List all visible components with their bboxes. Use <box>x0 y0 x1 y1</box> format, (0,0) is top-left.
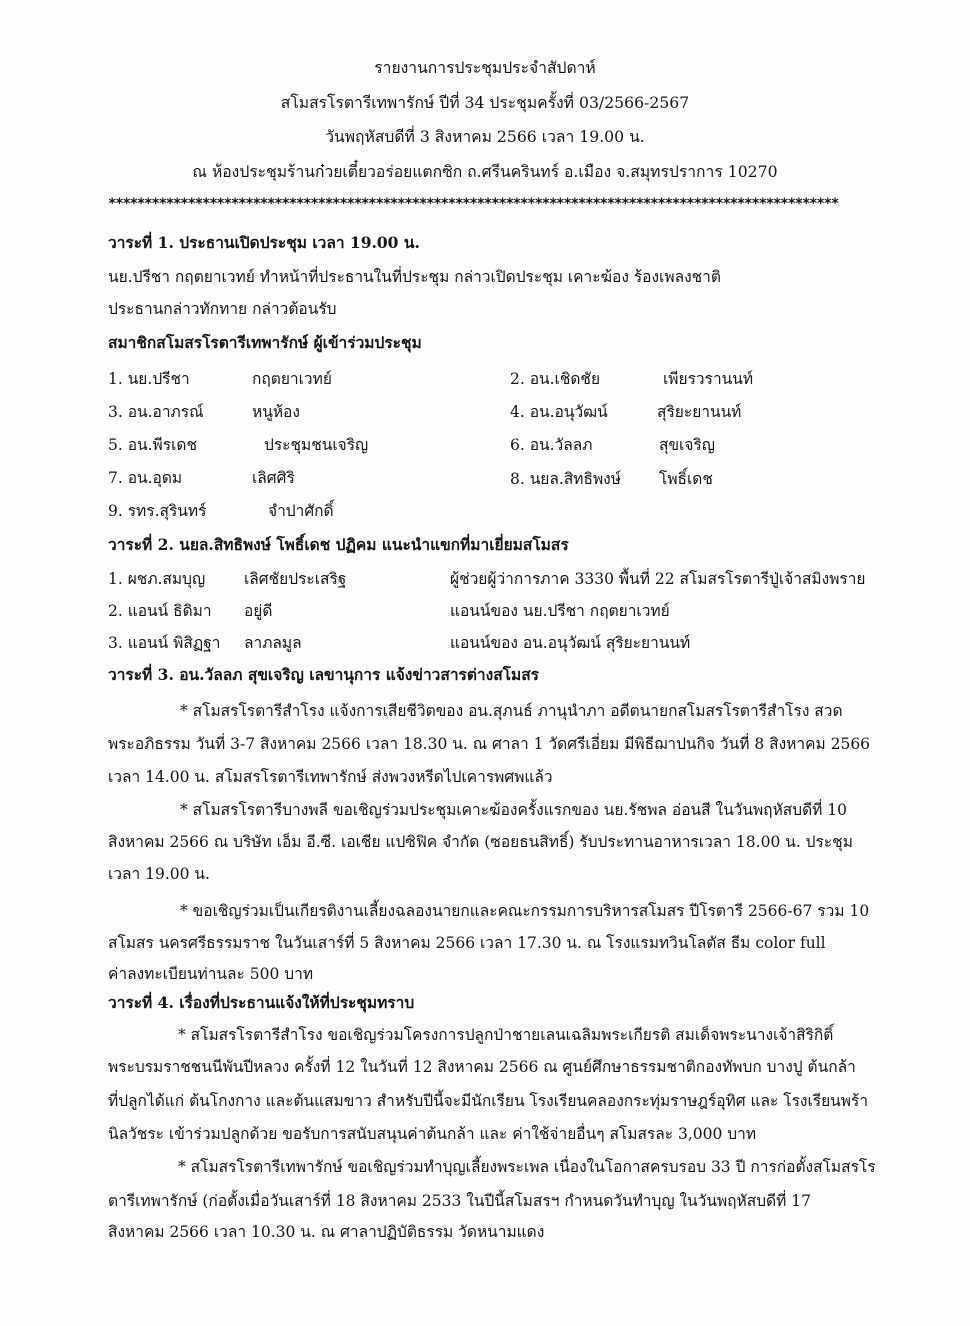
member-surname: ประชุมชนเจริญ <box>264 436 369 454</box>
divider-stars: ***************************************************************************************************** <box>108 196 839 212</box>
member-surname: จำปาศักดิ์ <box>268 502 334 520</box>
agenda3-p1-line2: พระอภิธรรม วันที่ 3-7 สิงหาคม 2566 เวลา 18.30 น. ณ ศาลา 1 วัดศรีเอี่ยม มีพิธีฌาปนกิจ วันที่ 8 สิงหาคม 2566 <box>108 735 871 753</box>
agenda3-p2-line1: * สโมสรโรตารีบางพลี ขอเชิญร่วมประชุมเคาะฆ้องครั้งแรกของ นย.รัชพล อ่อนสี ในวันพฤหัสบดีที่ 10 <box>180 801 848 819</box>
agenda4-p1-line2: พระบรมราชชนนีพันปีหลวง ครั้งที่ 12 ในวันที่ 12 สิงหาคม 2566 ณ ศูนย์ศึกษาธรรมชาติกองทัพบก บางปู ต้นกล้า <box>108 1058 856 1076</box>
guest-surname: เลิศชัยประเสริฐ <box>244 570 347 588</box>
guest-name: 2. แอนน์ ธิดิมา <box>108 602 212 620</box>
agenda3-p1-line1: * สโมสรโรตารีสำโรง แจ้งการเสียชีวิตของ อน.สุภนธ์ ภานุนำภา อดีตนายกสโมสรโรตารีสำโรง สวด <box>180 702 843 720</box>
guest-name: 1. ผชภ.สมบุญ <box>108 570 206 588</box>
member-surname: เพียรวรานนท์ <box>663 370 754 388</box>
member-surname: เลิศศิริ <box>252 469 295 487</box>
member-surname: สุริยะยานนท์ <box>657 403 742 421</box>
member-surname: สุขเจริญ <box>659 436 715 454</box>
agenda1-title: วาระที่ 1. ประธานเปิดประชุม เวลา 19.00 น. <box>108 233 420 252</box>
agenda2-title: วาระที่ 2. นยล.สิทธิพงษ์ โพธิ์เดช ปฏิคม แนะนำแขกที่มาเยี่ยมสโมสร <box>108 535 569 554</box>
member-name: 8. นยล.สิทธิพงษ์ <box>510 470 621 488</box>
agenda3-p3-line2: สโมสร นครศรีธรรมราช ในวันเสาร์ที่ 5 สิงหาคม 2566 เวลา 17.30 น. ณ โรงแรมทวินโลตัส ธีม color full <box>108 934 826 952</box>
member-name: 2. อน.เชิดชัย <box>510 370 601 388</box>
agenda1-line1: นย.ปรีชา กฤตยาเวทย์ ทำหน้าที่ประธานในที่ประชุม กล่าวเปิดประชุม เคาะฆ้อง ร้องเพลงชาติ <box>108 268 721 286</box>
agenda4-p1-line3: ที่ปลูกได้แก่ ต้นโกงกาง และต้นแสมขาว สำหรับปีนี้จะมีนักเรียน โรงเรียนคลองกระทุ่มราษฎร์อุทิศ และ โรงเรียนพร้า <box>108 1092 869 1110</box>
meeting-venue-line: ณ ห้องประชุมร้านก๋วยเตี๋ยวอร่อยแตกซิก ถ.ศรีนครินทร์ อ.เมือง จ.สมุทรปราการ 10270 <box>192 162 778 181</box>
member-surname: กฤตยาเวทย์ <box>252 370 332 388</box>
guest-role: ผู้ช่วยผู้ว่าการภาค 3330 พื้นที่ 22 สโมสรโรตารีปู่เจ้าสมิงพราย <box>450 570 866 588</box>
member-name: 9. รทร.สุรินทร์ <box>108 502 207 520</box>
agenda1-line2: ประธานกล่าวทักทาย กล่าวต้อนรับ <box>108 300 337 318</box>
agenda4-p2-line3: สิงหาคม 2566 เวลา 10.30 น. ณ ศาลาปฏิบัติธรรม วัดหนามแดง <box>108 1223 545 1241</box>
agenda4-p2-line2: ตารีเทพารักษ์ (ก่อตั้งเมื่อวันเสาร์ที่ 18 สิงหาคม 2533 ในปีนี้สโมสรฯ กำหนดวันทำบุญ ในวันพฤหัสบดีที่ 17 <box>108 1192 811 1210</box>
guest-name: 3. แอนน์ พิสิฏฐา <box>108 634 221 652</box>
agenda3-p3-line1: * ขอเชิญร่วมเป็นเกียรติงานเลี้ยงฉลองนายกและคณะกรรมการบริหารสโมสร ปีโรตารี 2566-67 รวม 10 <box>180 902 870 920</box>
meeting-date-line: วันพฤหัสบดีที่ 3 สิงหาคม 2566 เวลา 19.00 น. <box>325 127 645 146</box>
agenda3-title: วาระที่ 3. อน.วัลลภ สุขเจริญ เลขานุการ แจ้งข่าวสารต่างสโมสร <box>108 665 539 684</box>
agenda4-p1-line4: นิลวัชระ เข้าร่วมปลูกด้วย ขอรับการสนับสนุนค่าต้นกล้า และ ค่าใช้จ่ายอื่นๆ สโมสรละ 3,000 บาท <box>108 1125 757 1143</box>
club-meeting-line: สโมสรโรตารีเทพารักษ์ ปีที่ 34 ประชุมครั้งที่ 03/2566-2567 <box>280 93 690 112</box>
member-name: 6. อน.วัลลภ <box>510 436 593 454</box>
member-name: 3. อน.อาภรณ์ <box>108 403 204 421</box>
agenda4-p2-line1: * สโมสรโรตารีเทพารักษ์ ขอเชิญร่วมทำบุญเลี้ยงพระเพล เนื่องในโอกาสครบรอบ 33 ปี การก่อตั้งสโมสรโร <box>178 1158 876 1176</box>
agenda3-p2-line2: สิงหาคม 2566 ณ บริษัท เอ็ม อี.ซี. เอเชีย แปซิฟิค จำกัด (ซอยธนสิทธิ์) รับประทานอาหารเวลา 18.00 น. ประชุม <box>108 833 853 851</box>
member-surname: โพธิ์เดช <box>659 470 713 488</box>
agenda4-title: วาระที่ 4. เรื่องที่ประธานแจ้งให้ที่ประชุมทราบ <box>108 993 415 1012</box>
member-surname: หนูห้อง <box>252 403 300 421</box>
guest-role: แอนน์ของ นย.ปรีชา กฤตยาเวทย์ <box>450 602 670 620</box>
agenda4-p1-line1: * สโมสรโรตารีสำโรง ขอเชิญร่วมโครงการปลูกป่าชายเลนเฉลิมพระเกียรติ สมเด็จพระนางเจ้าสิริกิติ์ <box>178 1026 834 1044</box>
guest-role: แอนน์ของ อน.อนุวัฒน์ สุริยะยานนท์ <box>450 634 691 652</box>
guest-surname: อยู่ดี <box>244 602 273 620</box>
agenda3-p2-line3: เวลา 19.00 น. <box>108 865 210 883</box>
member-name: 1. นย.ปรีชา <box>108 370 190 388</box>
guest-surname: ลาภลมูล <box>244 634 302 652</box>
member-name: 5. อน.พีรเดช <box>108 436 197 454</box>
report-title: รายงานการประชุมประจำสัปดาห์ <box>374 58 596 77</box>
member-name: 7. อน.อุดม <box>108 469 183 487</box>
members-title: สมาชิกสโมสรโรตารีเทพารักษ์ ผู้เข้าร่วมประชุม <box>108 333 422 352</box>
agenda3-p3-line3: ค่าลงทะเบียนท่านละ 500 บาท <box>108 965 314 983</box>
member-name: 4. อน.อนุวัฒน์ <box>510 403 608 421</box>
agenda3-p1-line3: เวลา 14.00 น. สโมสรโรตารีเทพารักษ์ ส่งพวงหรีดไปเคารพศพแล้ว <box>108 768 553 786</box>
